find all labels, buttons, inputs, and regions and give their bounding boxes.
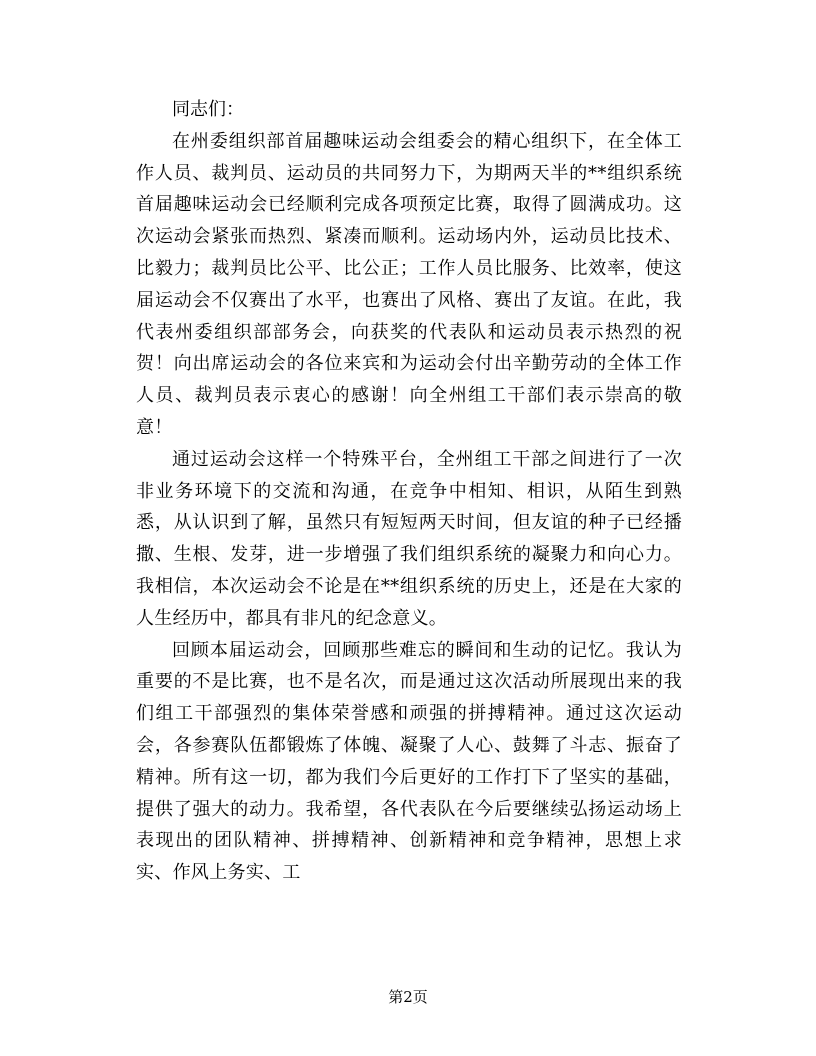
salutation: 同志们： bbox=[172, 99, 244, 120]
paragraph-2: 通过运动会这样一个特殊平台，全州组工干部之间进行了一次非业务环境下的交流和沟通，在竞争中相知、相识，从陌生到熟悉，从认识到了解，虽然只有短短两天时间，但友谊的种子已经播撒、生根、发芽，进一步增强了我们组织系统的凝聚力和向心力。我相信，本次运动会不论是在**组织系统的历史上，还是在大家的人生经历中，都具有非凡的纪念意义。 bbox=[136, 448, 682, 629]
paragraph-1: 在州委组织部首届趣味运动会组委会的精心组织下，在全体工作人员、裁判员、运动员的共同努力下，为期两天半的**组织系统首届趣味运动会已经顺利完成各项预定比赛，取得了圆满成功。这次运动会紧张而热烈、紧凑而顺利。运动场内外，运动员比技术、比毅力；裁判员比公平、比公正；工作人员比服务、比效率，使这届运动会不仅赛出了水平，也赛出了风格、赛出了友谊。在此，我代表州委组织部部务会，向获奖的代表队和运动员表示热烈的祝贺！向出席运动会的各位来宾和为运动会付出辛勤劳动的全体工作人员、裁判员表示衷心的感谢！向全州组工干部们表示崇高的敬意！ bbox=[136, 130, 682, 438]
document-body bbox=[136, 94, 682, 889]
paragraph-3: 回顾本届运动会，回顾那些难忘的瞬间和生动的记忆。我认为重要的不是比赛，也不是名次，而是通过这次活动所展现出来的我们组工干部强烈的集体荣誉感和顽强的拼搏精神。通过这次运动会，各参赛队伍都锻炼了体魄、凝聚了人心、鼓舞了斗志、振奋了精神。所有这一切，都为我们今后更好的工作打下了坚实的基础，提供了强大的动力。我希望，各代表队在今后要继续弘扬运动场上表现出的团队精神、拼搏精神、创新精神和竞争精神，思想上求实、作风上务实、工 bbox=[136, 639, 682, 884]
page-number: 第2页 bbox=[388, 988, 428, 1006]
